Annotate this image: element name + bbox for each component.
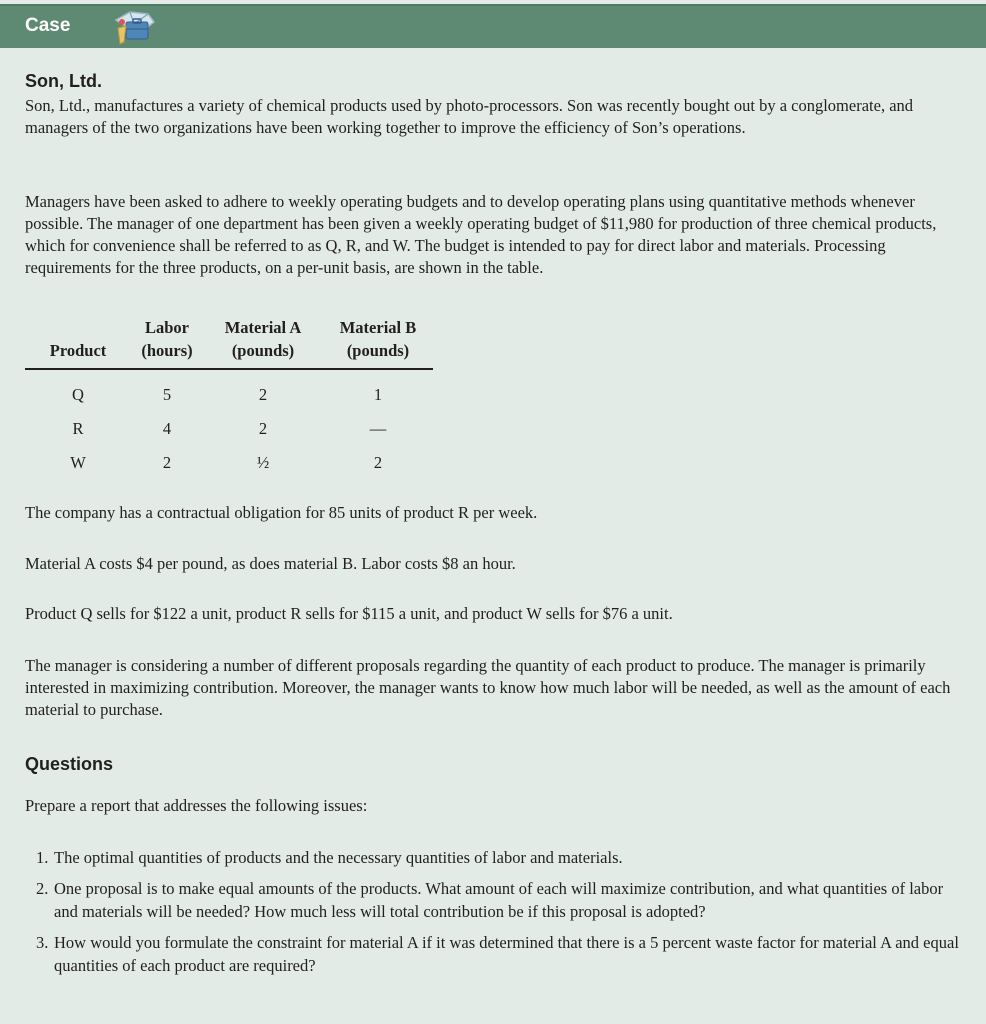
table-cell: R bbox=[72, 419, 84, 438]
list-item-text: How would you formulate the constraint for material A if it was determined that there is a 5 percent waste factor for material A and equal quantities of each product are required? bbox=[54, 933, 959, 975]
list-item-number: 3. bbox=[36, 933, 49, 952]
table-header-row-bottom bbox=[25, 339, 433, 369]
prices-paragraph: Product Q sells for $122 a unit, product R sells for $115 a unit, and product W sells for $76 a unit. bbox=[25, 604, 673, 623]
list-item-text: One proposal is to make equal amounts of the products. What amount of each will maximize contribution, and what quantities of labor and materials will be needed? How much less will total contribution be if this proposal is adopted? bbox=[54, 879, 944, 921]
table-cell: 5 bbox=[162, 385, 172, 404]
table-header-cell: (pounds) bbox=[203, 339, 323, 369]
obligation-paragraph: The company has a contractual obligation for 85 units of product R per week. bbox=[25, 503, 538, 522]
table-cell: 2 bbox=[162, 453, 172, 472]
costs-paragraph: Material A costs $4 per pound, as does material B. Labor costs $8 an hour. bbox=[25, 554, 516, 573]
table-header-cell: Labor bbox=[144, 318, 189, 337]
table-header-cell: (pounds) bbox=[323, 339, 433, 369]
table-header-cell: Material A bbox=[224, 318, 302, 337]
list-item bbox=[36, 846, 966, 869]
table-cell: — bbox=[369, 419, 387, 438]
table-cell: 2 bbox=[373, 453, 383, 472]
table-header-cell: Material B bbox=[339, 318, 417, 337]
table-cell: Q bbox=[72, 385, 84, 404]
list-item-text: The optimal quantities of products and the necessary quantities of labor and materials. bbox=[54, 848, 623, 867]
table-row bbox=[25, 369, 433, 412]
table-header-row-top bbox=[25, 316, 433, 339]
case-briefcase-icon bbox=[108, 8, 160, 50]
list-item-number: 1. bbox=[36, 848, 49, 867]
case-label: Case bbox=[25, 15, 71, 36]
table-cell: 4 bbox=[162, 419, 172, 438]
case-title: Son, Ltd. bbox=[25, 71, 102, 91]
list-item-number: 2. bbox=[36, 879, 49, 898]
table-header-cell: (hours) bbox=[131, 339, 203, 369]
questions-list bbox=[36, 846, 966, 985]
processing-requirements-table bbox=[25, 316, 433, 480]
table-cell: ½ bbox=[256, 453, 270, 472]
table-cell: W bbox=[70, 453, 86, 472]
questions-heading: Questions bbox=[25, 754, 114, 774]
proposals-paragraph: The manager is considering a number of different proposals regarding the quantity of each product to produce. The manager is primarily interested in maximizing contribution. Moreover, the manager wants to know how much labor will be needed, as well as the amount of each material to purchase. bbox=[25, 656, 951, 719]
table-header-cell bbox=[25, 316, 131, 339]
case-header-bar bbox=[0, 4, 986, 48]
table-row bbox=[25, 446, 433, 480]
table-header-cell: Product bbox=[25, 339, 131, 369]
table-cell: 2 bbox=[258, 385, 268, 404]
list-item bbox=[36, 931, 966, 977]
table-cell: 2 bbox=[258, 419, 268, 438]
intro-paragraph: Son, Ltd., manufactures a variety of chemical products used by photo-processors. Son was recently bought out by a conglomerate, and managers of the two organizations have been working together to improve the efficiency of Son’s operations. bbox=[25, 96, 914, 137]
list-item bbox=[36, 877, 966, 923]
budget-paragraph: Managers have been asked to adhere to weekly operating budgets and to develop operating plans using quantitative methods whenever possible. The manager of one department has been given a weekly operating budget of $11,980 for production of three chemical products, which for convenience shall be referred to as Q, R, and W. The budget is intended to pay for direct labor and materials. Processing requirements for the three products, on a per-unit basis, are shown in the table. bbox=[25, 192, 937, 277]
table-cell: 1 bbox=[373, 385, 383, 404]
table-row bbox=[25, 412, 433, 446]
questions-intro: Prepare a report that addresses the following issues: bbox=[25, 796, 368, 815]
